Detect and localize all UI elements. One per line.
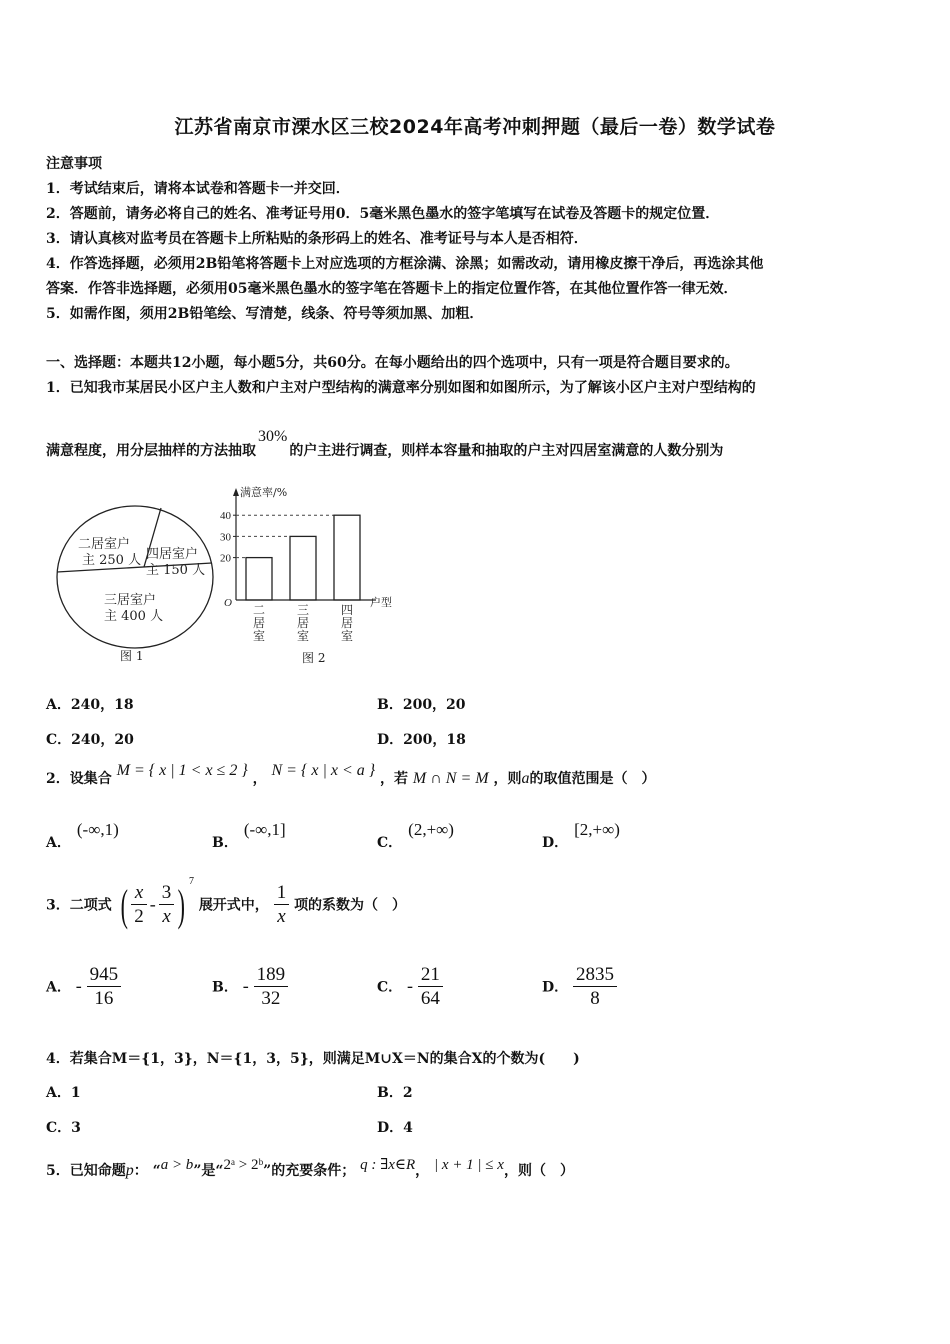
x-tick-label: 室 — [253, 629, 266, 643]
x-tick-label: 居 — [297, 616, 310, 630]
notice-item: 3．请认真核对监考员在答题卡上所粘贴的条形码上的姓名、准考证号与本人是否相符． — [46, 231, 588, 247]
q3-stem: 3．二项式 ( $\frac{x}{2}$ - $\frac{3}{x}$ ) $^7$ 展开式中， $\frac{1}{x}$ 项的系数为（ ） — [46, 875, 407, 930]
pie-figure — [50, 500, 220, 670]
x-tick-label: 居 — [253, 616, 266, 630]
x-axis-label: 户型 — [370, 596, 392, 609]
q1-option-a[interactable]: A．240，18 — [46, 697, 134, 713]
bar-chart — [214, 482, 414, 668]
notice-item: 2．答题前，请务必将自己的姓名、准考证号用0．5毫米黑色墨水的签字笔填写在试卷及答题卡的规定位置． — [46, 206, 720, 222]
notice-item: 4．作答选择题，必须用2B铅笔将答题卡上对应选项的方框涂满、涂黑；如需改动，请用橡皮擦干净后，再选涂其他 — [46, 256, 764, 272]
q2-option-d[interactable]: D．[2,+∞) — [542, 820, 620, 851]
section-heading: 一、选择题：本题共12小题，每小题5分，共60分。在每小题给出的四个选项中，只有一项是符合题目要求的。 — [46, 355, 739, 371]
q3-option-a[interactable]: A． - $\frac{945}{16}$ — [46, 964, 121, 1011]
pie-caption: 图 1 — [120, 649, 144, 663]
pie-label: 二居室户 — [78, 537, 131, 552]
q1-stem-line1: 1．已知我市某居民小区户主人数和户主对户型结构的满意率分别如图和如图所示，为了解该小区户主对户型结构的 — [46, 380, 756, 396]
q2-option-a[interactable]: A．(-∞,1) — [46, 820, 119, 851]
notice-item: 1．考试结束后，请将本试卷和答题卡一并交回． — [46, 181, 350, 197]
x-tick-label: 室 — [341, 629, 354, 643]
bar — [290, 536, 316, 600]
q4-option-d[interactable]: D．4 — [377, 1120, 413, 1136]
q4-option-a[interactable]: A．1 — [46, 1085, 81, 1101]
q1-option-b[interactable]: B．200，20 — [377, 697, 466, 713]
y-axis-label: 满意率/% — [240, 486, 288, 499]
x-tick-label: 四 — [341, 603, 354, 617]
notice-item: 5．如需作图，须用2B铅笔绘、写清楚，线条、符号等须加黑、加粗． — [46, 306, 484, 322]
chart-caption: 图 2 — [302, 651, 326, 665]
q5-stem: 5．已知命题p： “a > b”是“2ᵃ > 2ᵇ”的充要条件； q : ∃x∈R， | x + 1 | ≤ x，则（ ） — [46, 1157, 574, 1179]
origin-label: O — [224, 597, 232, 609]
y-tick-label: 40 — [220, 510, 231, 523]
x-tick-label: 二 — [253, 603, 266, 617]
q2-stem: 2．设集合 M = { x | 1 < x ≤ 2 } ， N = { x | x < a } ，若 M ∩ N = M ，则a的取值范围是（ ） — [46, 762, 656, 787]
q3-option-d[interactable]: D． $\frac{2835}{8}$ — [542, 964, 617, 1011]
q2-set-m: M = { x | 1 < x ≤ 2 } — [116, 762, 248, 779]
q2-option-c[interactable]: C．(2,+∞) — [377, 820, 454, 851]
bar — [334, 515, 360, 600]
q2-condition: M ∩ N = M — [412, 770, 489, 787]
notice-heading: 注意事项 — [46, 156, 102, 172]
y-axis-arrow — [233, 488, 239, 496]
q4-stem: 4．若集合M＝{1，3}，N＝{1，3，5}，则满足M∪X＝N的集合X的个数为( ) — [46, 1051, 580, 1067]
q2-option-b[interactable]: B．(-∞,1] — [212, 820, 286, 851]
notice-item: 答案．作答非选择题，必须用05毫米黑色墨水的签字笔在答题卡上的指定位置作答，在其他位置作答一律无效． — [46, 281, 738, 297]
q3-option-b[interactable]: B． - $\frac{189}{32}$ — [212, 964, 288, 1011]
x-tick-label: 三 — [297, 603, 310, 617]
page-title: 江苏省南京市溧水区三校2024年高考冲刺押题（最后一卷）数学试卷 — [174, 116, 776, 138]
q4-option-b[interactable]: B．2 — [377, 1085, 413, 1101]
pie-label: 四居室户 — [146, 547, 199, 562]
q2-set-n: N = { x | x < a } — [271, 762, 376, 779]
pie-label: 三居室户 — [104, 593, 157, 608]
pie-label: 主 400 人 — [104, 609, 164, 624]
x-tick-label: 室 — [297, 629, 310, 643]
q1-stem-line2: 满意程度，用分层抽样的方法抽取30%的户主进行调查，则样本容量和抽取的户主对四居室满意的人数分别为 — [46, 428, 724, 459]
q1-option-c[interactable]: C．240，20 — [46, 732, 134, 748]
q4-option-c[interactable]: C．3 — [46, 1120, 81, 1136]
bar — [246, 558, 272, 600]
y-tick-label: 20 — [220, 552, 231, 565]
pie-label: 主 150 人 — [146, 563, 206, 578]
q3-option-c[interactable]: C． - $\frac{21}{64}$ — [377, 964, 443, 1011]
y-tick-label: 30 — [220, 531, 231, 544]
q1-percent: 30% — [258, 428, 288, 445]
x-tick-label: 居 — [341, 616, 354, 630]
pie-label: 主 250 人 — [82, 553, 142, 568]
q1-option-d[interactable]: D．200，18 — [377, 732, 466, 748]
